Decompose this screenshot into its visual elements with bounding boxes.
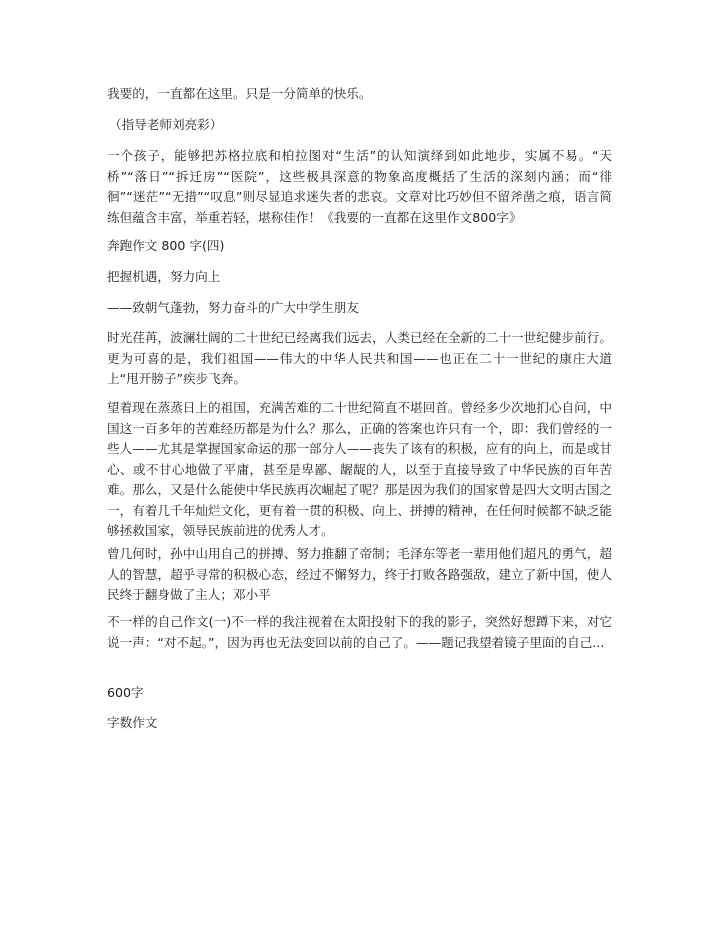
paragraph-time-flies: 时光荏苒，波澜壮阔的二十世纪已经离我们远去，人类已经在全新的二十一世纪健步前行。更为可喜的是，我们祖国——伟大的中华人民共和国——也正在二十一世纪的康庄大道上“甩开膀子”疾步飞奔。 [107,330,612,386]
essay-subheading: ——致朝气蓬勃，努力奋斗的广大中学生朋友 [107,300,359,315]
paragraph-history: 曾几何时，孙中山用自己的拼搏、努力推翻了帝制；毛泽东等老一辈用他们超凡的勇气，超人的智慧，超乎寻常的积极心态，经过不懈努力，终于打败各路强敌，建立了新中国，使人民终于翻身做了主人；邓小平 [107,546,612,602]
paragraph-different-self: 不一样的自己作文(一)不一样的我注视着在太阳投射下的我的影子，突然好想蹲下来，对它说一声：“对不起。”，因为再也无法变回以前的自己了。——题记我望着镜子里面的自己... [107,614,612,650]
essay-heading: 把握机遇，努力向上 [107,269,221,284]
essay-title-running: 奔跑作文 800 字(四) [107,238,225,253]
paragraph-quote-ending: 我要的，一直都在这里。只是一分简单的快乐。 [107,86,372,101]
paragraph-teacher-note: （指导老师刘亮彩） [109,117,223,132]
word-count-label: 600字 [107,685,144,700]
paragraph-motherland: 望着现在蒸蒸日上的祖国，充满苦难的二十世纪简直不堪回首。曾经多少次地扪心自问，中国这一百多年的苦难经历都是为什么？那么，正确的答案也许只有一个，即：我们曾经的一些人——尤其是掌握国家命运的那一部分人——丧失了该有的积极，应有的向上，而是或甘心、或不甘心地做了平庸，甚至是卑鄙、龌龊的人，以至于直接导致了中华民族的百年苦难。那么，又是什么能使中华民族再次崛起了呢？那是因为我们的国家曾是四大文明古国之一，有着几千年灿烂文化，更有着一贯的积极、向上、拼搏的精神，在任何时候都不缺乏能够拯救国家，领导民族前进的优秀人才。 [107,400,612,538]
paragraph-teacher-comment: 一个孩子，能够把苏格拉底和柏拉图对“生活”的认知演绎到如此地步，实属不易。“天桥”“落日”“拆迁房”“医院”，这些极具深意的物象高度概括了生活的深刻内涵；而“徘徊”“迷茫”“无措”“叹息”则尽显追求迷失者的悲哀。文章对比巧妙但不留斧凿之痕，语言简练但蕴含丰富，举重若轻，堪称佳作！《我要的一直都在这里作文800字》 [107,148,612,225]
category-label: 字数作文 [107,715,158,730]
